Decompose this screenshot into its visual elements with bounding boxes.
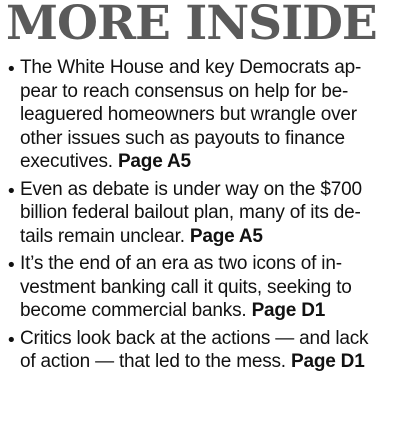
item-line: It’s the end of an era as two icons of in- xyxy=(20,253,342,274)
bullet-list xyxy=(6,56,405,374)
item-line-last xyxy=(20,350,405,374)
item-line-text: executives. xyxy=(20,151,113,172)
list-item xyxy=(6,178,405,249)
item-line-text: become commercial banks. xyxy=(20,300,247,321)
item-line: Critics look back at the actions — and lack xyxy=(20,327,369,349)
list-item xyxy=(6,327,405,374)
page-reference[interactable]: Page A5 xyxy=(189,225,263,247)
item-line: billion federal bailout plan, many of its de- xyxy=(20,202,361,223)
bullet-icon: • xyxy=(6,180,17,202)
item-line: Even as debate is under way on the $700 xyxy=(20,178,362,200)
page-reference[interactable]: Page D1 xyxy=(251,300,326,321)
item-line: other issues such as payouts to finance xyxy=(20,127,345,149)
item-line-last xyxy=(20,299,405,323)
page-reference[interactable]: Page A5 xyxy=(117,151,191,172)
item-line: pear to reach consensus on help for be- xyxy=(20,80,349,102)
bullet-icon: • xyxy=(6,59,17,80)
section-heading: MORE INSIDE xyxy=(6,0,377,51)
item-line: vestment banking call it quits, seeking to xyxy=(20,276,352,298)
item-line-last xyxy=(20,150,405,174)
item-text xyxy=(20,327,405,374)
item-line-text: tails remain unclear. xyxy=(20,225,185,247)
item-text xyxy=(20,252,405,323)
item-line: The White House and key Democrats ap- xyxy=(20,57,362,78)
item-line-text: of action — that led to the mess. xyxy=(20,351,286,372)
list-item xyxy=(6,56,405,174)
item-text xyxy=(20,56,405,174)
list-item xyxy=(6,252,405,323)
item-line: leaguered homeowners but wrangle over xyxy=(20,104,357,125)
bullet-icon: • xyxy=(6,255,17,276)
page-reference[interactable]: Page D1 xyxy=(290,351,365,372)
item-text xyxy=(20,178,405,249)
item-line-last xyxy=(20,225,405,249)
bullet-icon: • xyxy=(6,329,17,351)
